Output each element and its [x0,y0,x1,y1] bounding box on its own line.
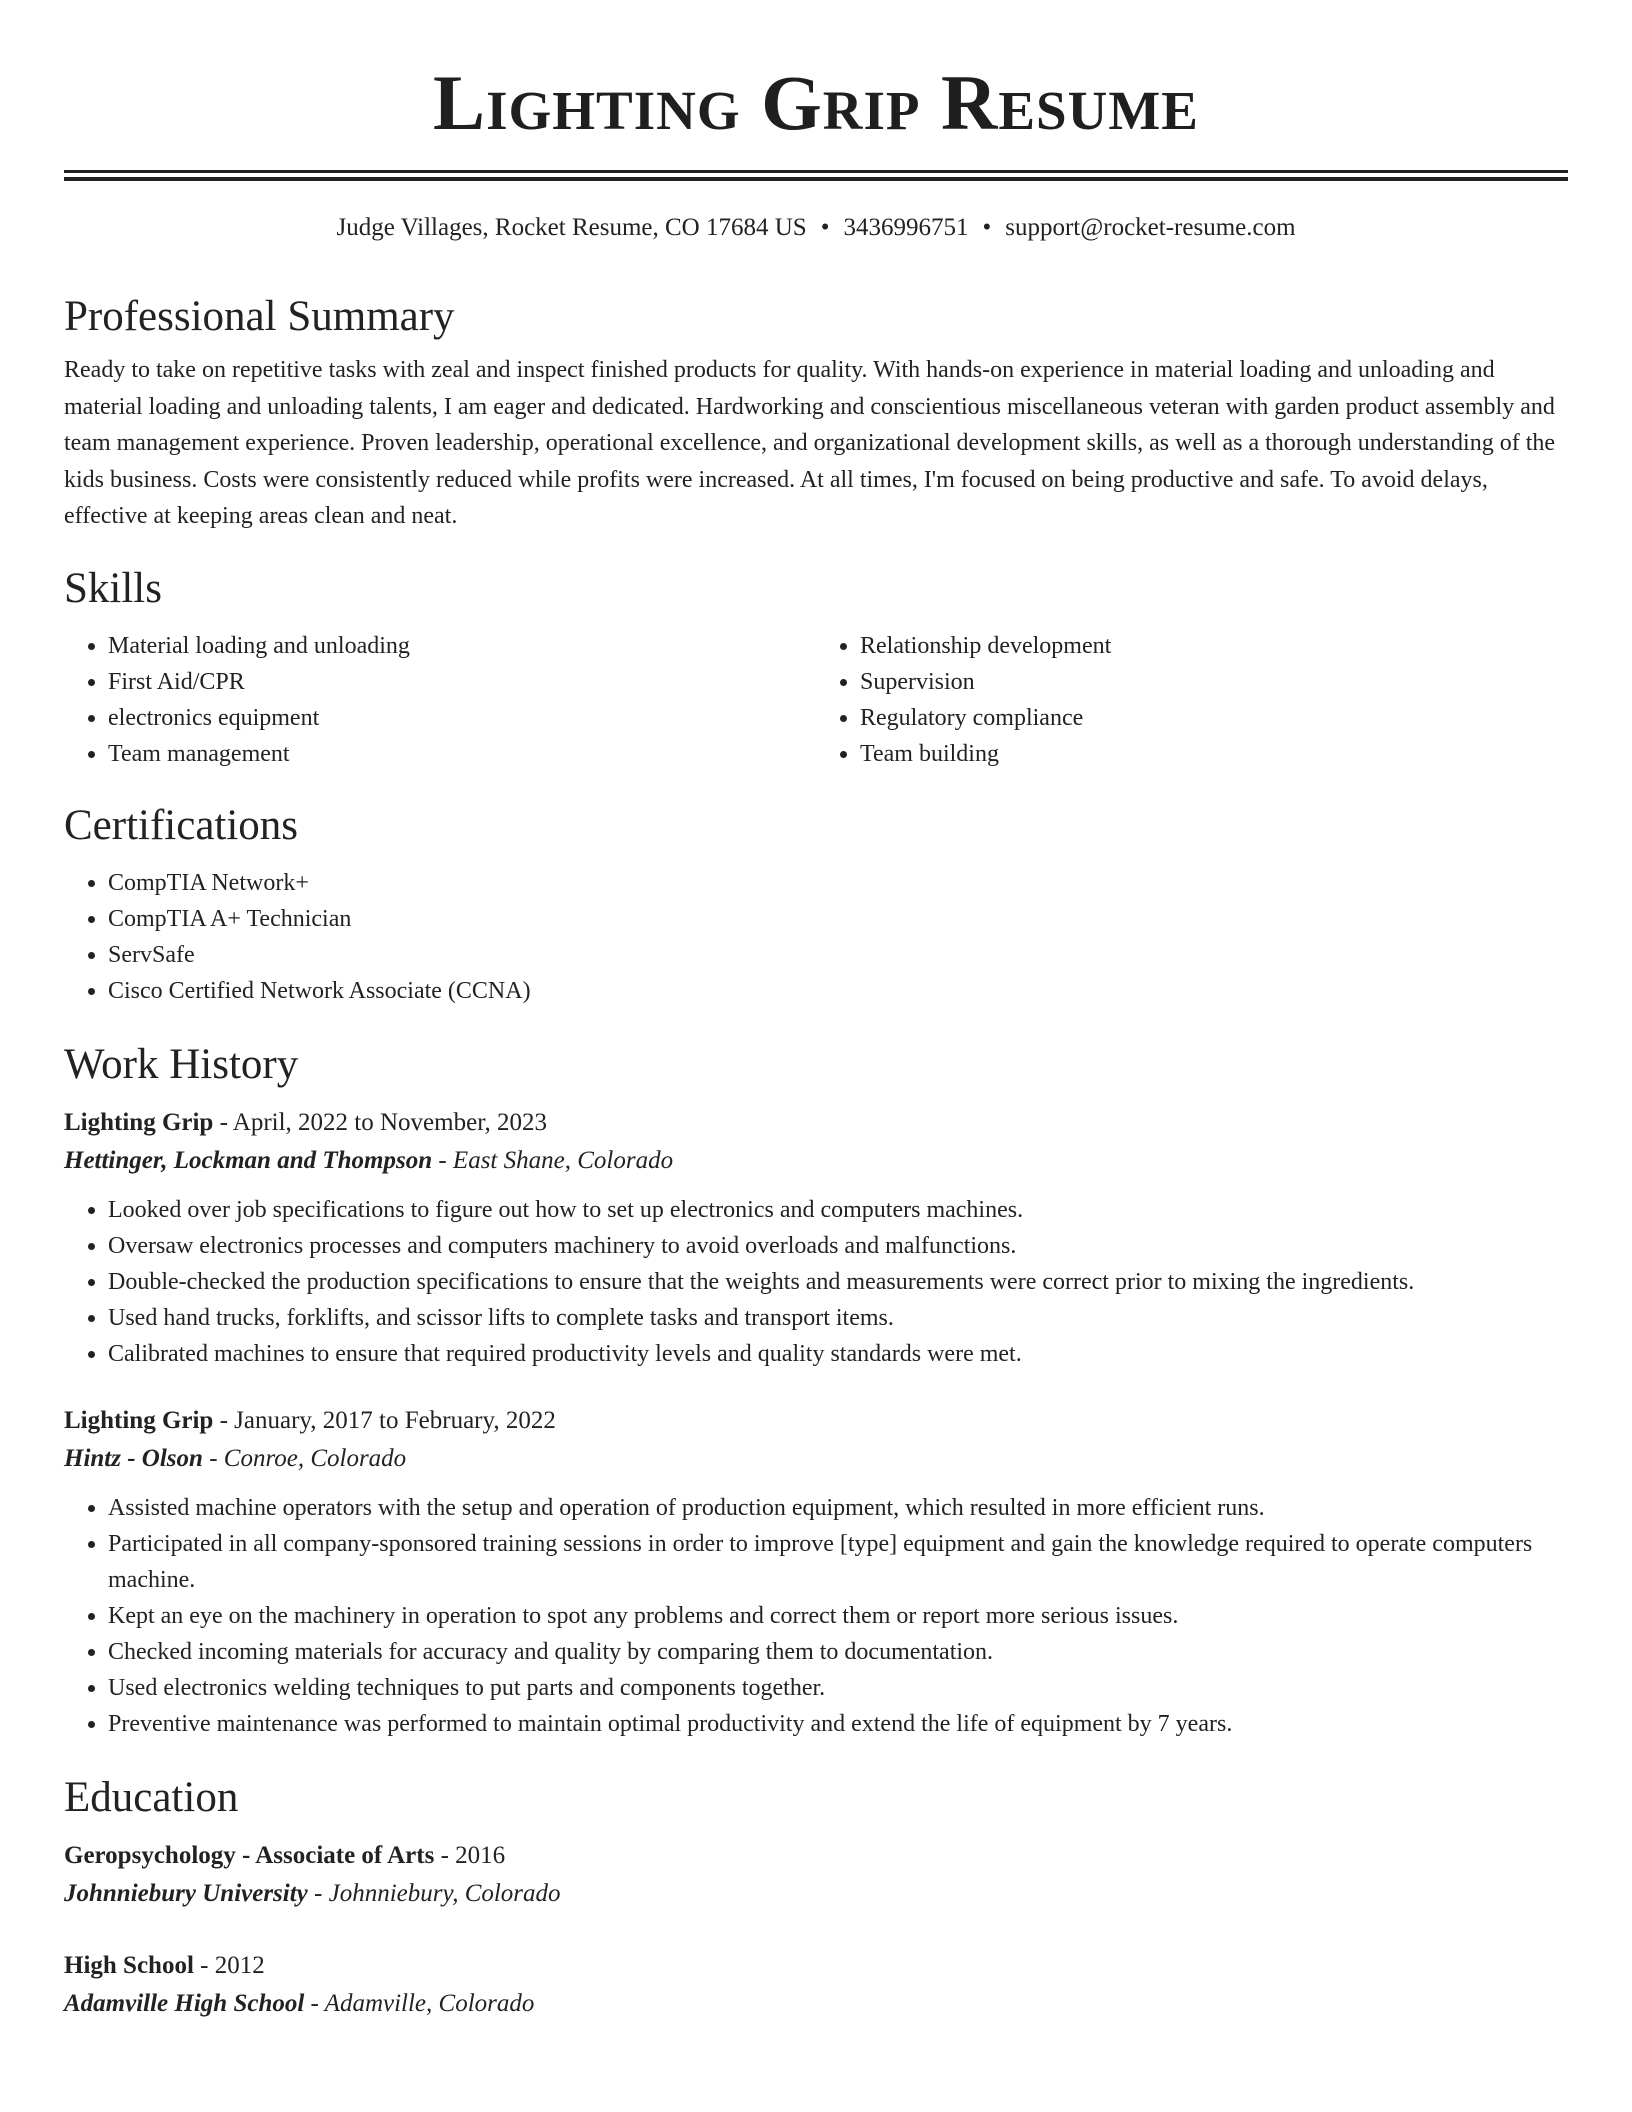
education-year: - 2012 [193,1951,265,1979]
job-title-line [64,1402,1568,1440]
job-title: Lighting Grip [64,1406,214,1434]
education-year: - 2016 [434,1841,506,1869]
education-location: - Johnniebury, Colorado [307,1879,561,1907]
job-bullet: • Oversaw electronics processes and computers machinery to avoid overloads and malfunctions. [108,1228,1568,1264]
job-bullet: • Kept an eye on the machinery in operation to spot any problems and correct them or report more serious issues. [108,1598,1568,1634]
job-bullet: • Checked incoming materials for accuracy and quality by comparing them to documentation. [108,1634,1568,1670]
certification-item: • CompTIA A+ Technician [108,901,1568,937]
page-title: Lighting Grip Resume [433,59,1199,146]
job-dates: - January, 2017 to February, 2022 [213,1406,556,1434]
certifications-heading: Certifications [64,801,299,849]
job-company: Hintz - Olson [64,1444,203,1472]
job-bullet: • Double-checked the production specifications to ensure that the weights and measurements were correct prior to mixing the ingredients. [108,1264,1568,1300]
summary-heading: Professional Summary [64,293,455,340]
skills-heading: Skills [64,564,162,612]
certifications-list [64,865,1568,1009]
contact-email: support@rocket-resume.com [1005,214,1296,241]
job-bullets [64,1192,1568,1372]
job-location: - Conroe, Colorado [202,1444,407,1472]
skills-columns [64,628,1568,772]
job-company: Hettinger, Lockman and Thompson [64,1146,433,1174]
certification-item: • Cisco Certified Network Associate (CCNA) [108,973,1568,1009]
contact-phone: 3436996751 [843,214,969,241]
job-title-line [64,1104,1568,1142]
job-company-line [64,1142,1568,1180]
skill-item: • Team building [860,736,1568,772]
job-bullets [64,1490,1568,1742]
skill-item: • First Aid/CPR [108,664,816,700]
contact-separator: • [982,214,992,241]
skill-item: • Material loading and unloading [108,628,816,664]
summary-text: Ready to take on repetitive tasks with zeal and inspect finished products for quality. With hands-on experience in material loading and unloading and material loading and unloading talents, I am eager and dedicated. Hardworking and conscientious miscellaneous veteran with garden product assembly and team management experience. Proven leadership, operational excellence, and organizational development skills, as well as a thorough understanding of the kids business. Costs were consistently reduced while profits were increased. At all times, I'm focused on being productive and safe. To avoid delays, effective at keeping areas clean and neat. [64,357,1556,529]
title-divider [64,170,1568,181]
job-company-line [64,1440,1568,1478]
education-school-line [64,1985,1568,2023]
education-school: Adamville High School [64,1989,305,2017]
contact-line [64,215,1568,240]
education-entry [64,1837,1568,1913]
education-entry [64,1947,1568,2023]
job-bullet: • Participated in all company-sponsored training sessions in order to improve [type] equipment and gain the knowledge required to operate computers machine. [108,1526,1568,1598]
skill-item: • Team management [108,736,816,772]
contact-address: Judge Villages, Rocket Resume, CO 17684 US [336,214,807,241]
skills-list-left [64,628,816,772]
job-dates: - April, 2022 to November, 2023 [213,1108,548,1136]
education-degree-line [64,1837,1568,1875]
job-bullet: • Looked over job specifications to figure out how to set up electronics and computers machines. [108,1192,1568,1228]
education-location: - Adamville, Colorado [304,1989,535,2017]
education-degree: Geropsychology - Associate of Arts [64,1841,435,1869]
job-bullet: • Used hand trucks, forklifts, and scissor lifts to complete tasks and transport items. [108,1300,1568,1336]
education-school: Johnniebury University [64,1879,308,1907]
job-bullet: • Preventive maintenance was performed to maintain optimal productivity and extend the life of equipment by 7 years. [108,1706,1568,1742]
job-bullet: • Assisted machine operators with the setup and operation of production equipment, which resulted in more efficient runs. [108,1490,1568,1526]
job-location: - East Shane, Colorado [432,1146,674,1174]
skill-item: • Regulatory compliance [860,700,1568,736]
education-school-line [64,1875,1568,1913]
skills-list-right [816,628,1568,772]
job-bullet: • Calibrated machines to ensure that required productivity levels and quality standards were met. [108,1336,1568,1372]
education-degree: High School [64,1951,194,1979]
skill-item: • Supervision [860,664,1568,700]
work-history-heading: Work History [64,1040,299,1088]
job-title: Lighting Grip [64,1108,214,1136]
job-entry [64,1402,1568,1742]
certification-item: • CompTIA Network+ [108,865,1568,901]
job-bullet: • Used electronics welding techniques to put parts and components together. [108,1670,1568,1706]
job-entry [64,1104,1568,1372]
skill-item: • electronics equipment [108,700,816,736]
skill-item: • Relationship development [860,628,1568,664]
education-heading: Education [64,1773,239,1821]
contact-separator: • [820,214,830,241]
certification-item: • ServSafe [108,937,1568,973]
education-degree-line [64,1947,1568,1985]
